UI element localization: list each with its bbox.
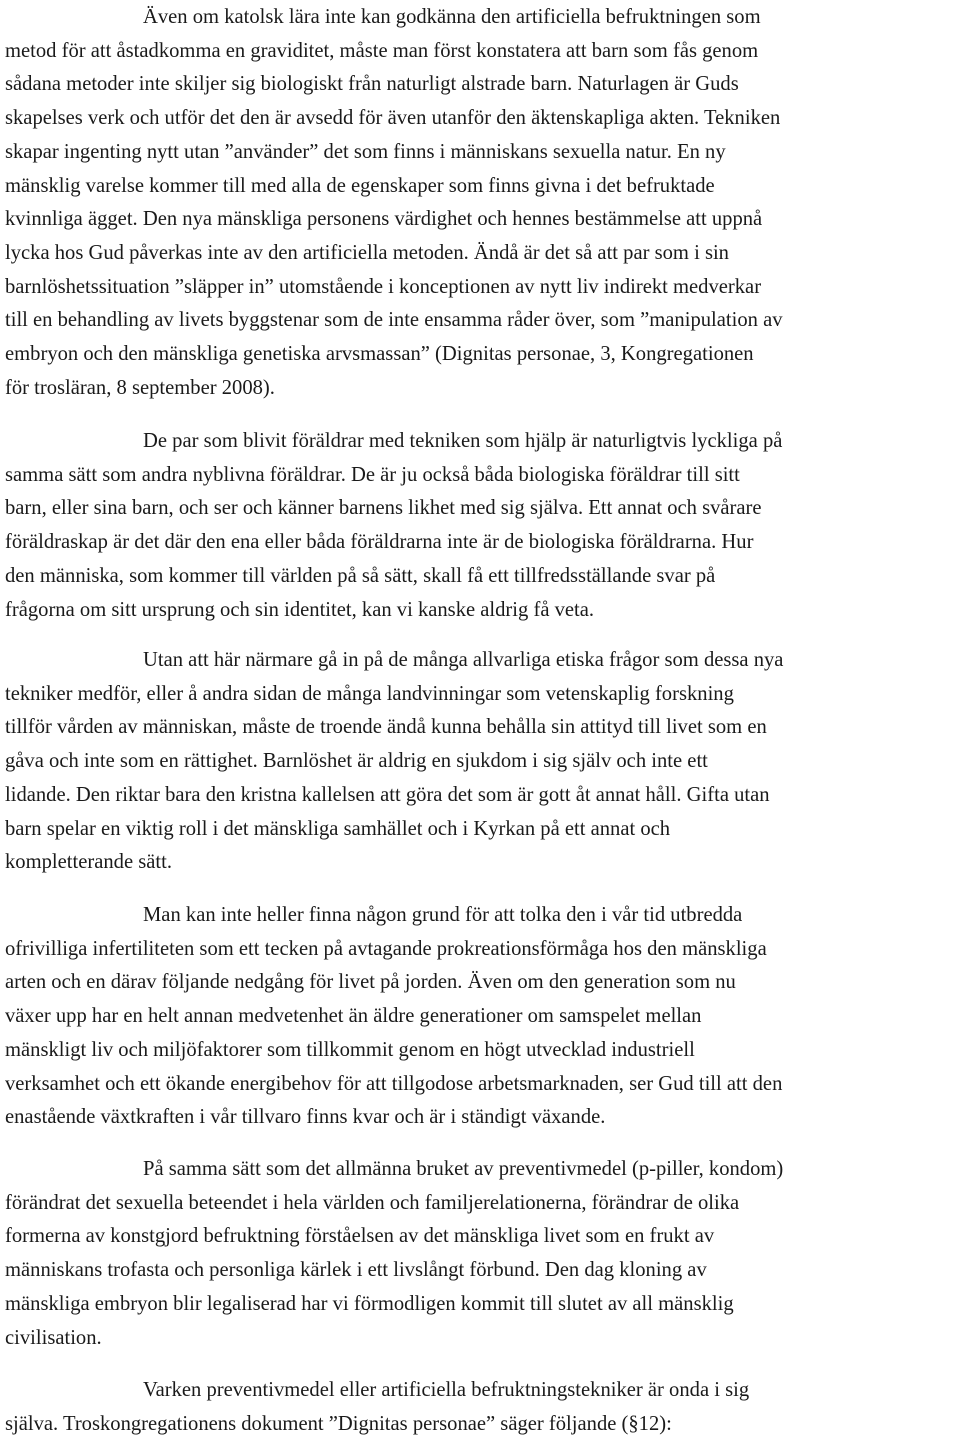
text-line: På samma sätt som det allmänna bruket av preventivmedel (p-piller, kondom) [143,1158,784,1180]
text-line: förändrat det sexuella beteendet i hela världen och familjerelationerna, förändrar de olika [5,1191,740,1214]
text-line: tekniker medför, eller å andra sidan de många landvinningar som vetenskaplig forskning [5,682,734,705]
text-line: gåva och inte som en rättighet. Barnlöshet är aldrig en sjukdom i sig själv och inte ett [5,750,708,773]
text-line: Varken preventivmedel eller artificiella befruktningstekniker är onda i sig [143,1379,750,1401]
text-line: formerna av konstgjord befruktning förståelsen av det mänskliga livet som en frukt av [5,1225,715,1248]
text-line: lidande. Den riktar bara den kristna kallelsen att göra det som är gott åt annat håll. Gifta utan [5,783,770,806]
text-line: barn spelar en viktig roll i det mänskliga samhället och i Kyrkan på ett annat och [5,817,671,840]
text-line: tillför vården av människan, måste de troende ändå kunna behålla sin attityd till livet som en [5,716,767,739]
text-line: människans trofasta och personliga kärlek i ett livslångt förbund. Den dag kloning av [5,1259,707,1282]
text-line: växer upp har en helt annan medvetenhet än äldre generationer om samspelet mellan [5,1005,702,1028]
text-line: mänsklig varelse kommer till med alla de egenskaper som finns givna i det befruktade [5,174,715,197]
text-line: barn, eller sina barn, och ser och känner barnens likhet med sig själva. Ett annat och svårare [5,497,762,520]
text-line: föräldraskap är det där den ena eller båda föräldrarna inte är de biologiska föräldrarna. Hur [5,531,754,554]
text-line: frågorna om sitt ursprung och sin identitet, kan vi kanske aldrig få veta. [5,598,595,621]
text-line: enastående växtkraften i vår tillvaro finns kvar och är i ständigt växande. [5,1106,606,1129]
text-line: lycka hos Gud påverkas inte av den artificiella metoden. Ändå är det så att par som i sin [5,241,729,264]
text-line: embryon och den mänskliga genetiska arvsmassan” (Dignitas personae, 3, Kongregationen [5,343,754,365]
text-line: barnlöshetssituation ”släpper in” utomstående i konceptionen av nytt liv indirekt medverkar [5,275,762,298]
text-line: De par som blivit föräldrar med tekniken som hjälp är naturligtvis lyckliga på [143,430,783,452]
text-line: mänskliga embryon blir legaliserad har vi förmodligen kommit till slutet av all mänsklig [5,1292,734,1315]
text-line: skapar ingenting nytt utan ”använder” det som finns i människans sexuella natur. En ny [5,140,726,163]
text-line: verksamhet och ett ökande energibehov för att tillgodose arbetsmarknaden, ser Gud till att den [5,1072,783,1095]
text-line: civilisation. [5,1326,102,1349]
text-line: själva. Troskongregationens dokument ”Dignitas personae” säger följande (§12): [5,1412,672,1435]
text-line: arten och en därav följande nedgång för livet på jorden. Även om den generation som nu [5,971,736,994]
text-line: Utan att här närmare gå in på de många allvarliga etiska frågor som dessa nya [143,649,784,671]
text-line: för trosläran, 8 september 2008). [5,376,275,399]
text-line: samma sätt som andra nyblivna föräldrar. De är ju också båda biologiska föräldrar till sitt [5,463,740,486]
text-line: skapelses verk och utför det den är avsedd för även utanför den äktenskapliga akten. Tekniken [5,107,781,130]
text-line: sådana metoder inte skiljer sig biologiskt från naturligt alstrade barn. Naturlagen är Guds [5,73,739,96]
text-line: kvinnliga ägget. Den nya mänskliga personens värdighet och hennes bestämmelse att uppnå [5,208,763,231]
text-line: mänskligt liv och miljöfaktorer som tillkommit genom en högt utvecklad industriell [5,1038,695,1061]
text-line: ofrivilliga infertiliteten som ett tecken på avtagande prokreationsförmåga hos den mänskliga [5,937,767,960]
text-line: kompletterande sätt. [5,851,172,874]
text-line: metod för att åstadkomma en graviditet, måste man först konstatera att barn som fås genom [5,39,759,62]
text-line: till en behandling av livets byggstenar som de inte ensamma råder över, som ”manipulation av [5,309,783,332]
text-line: den människa, som kommer till världen på så sätt, skall få ett tillfredsställande svar på [5,564,716,587]
text-line: Man kan inte heller finna någon grund för att tolka den i vår tid utbredda [143,904,743,926]
text-line: Även om katolsk lära inte kan godkänna den artificiella befruktningen som [143,6,761,28]
